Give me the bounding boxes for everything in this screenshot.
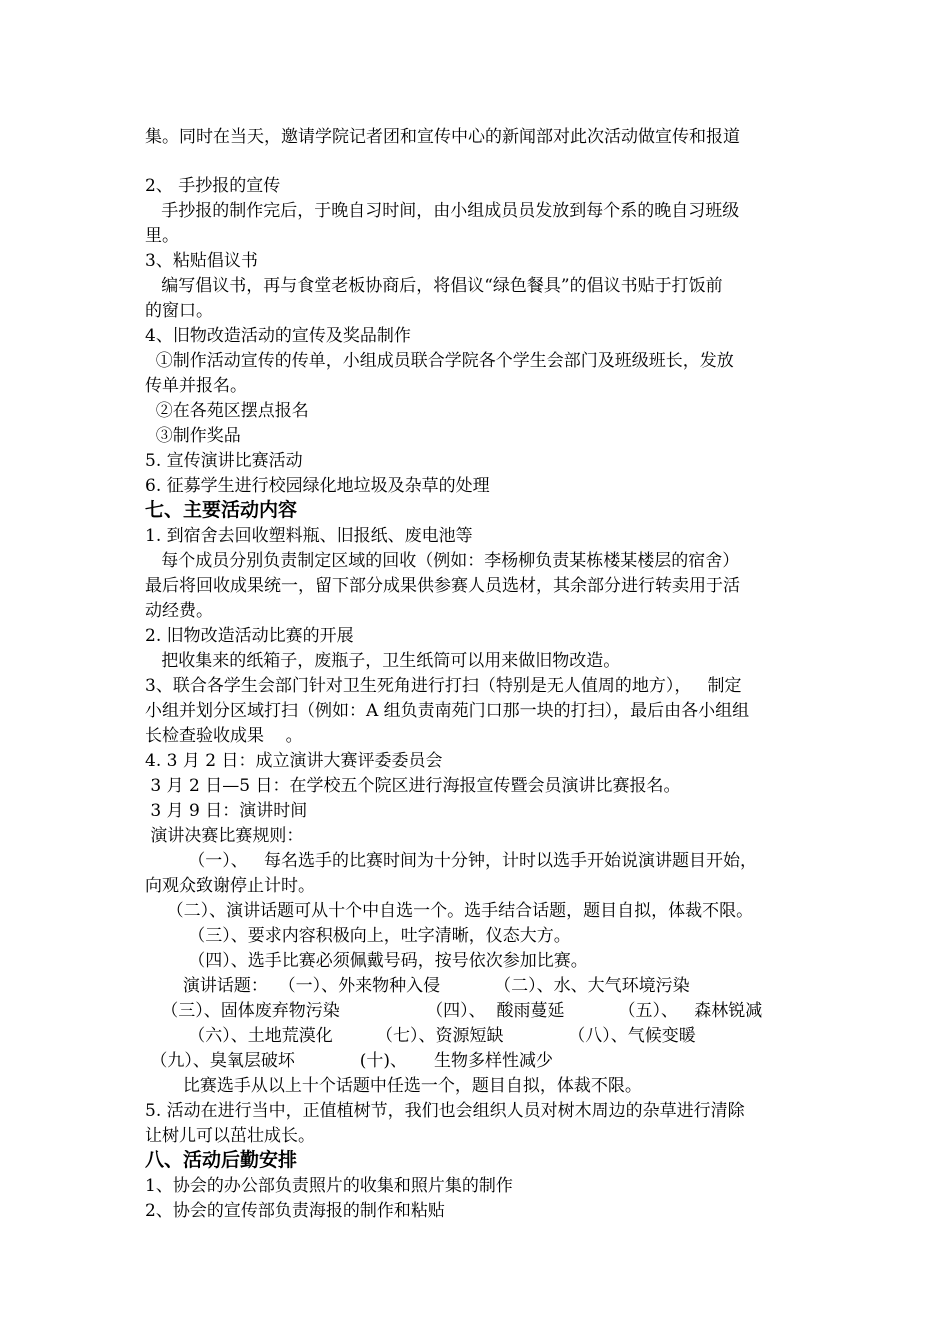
rule-line: （四）、选手比赛必须佩戴号码，按号依次参加比赛。 bbox=[145, 951, 588, 971]
section-heading: 七、主要活动内容 bbox=[145, 499, 298, 521]
list-heading: 4. 3 月 2 日：成立演讲大赛评委委员会 bbox=[145, 751, 443, 771]
text-line: 传单并报名。 bbox=[145, 376, 247, 396]
list-heading: 6. 征募学生进行校园绿化地垃圾及杂草的处理 bbox=[145, 476, 490, 496]
text-line: 动经费。 bbox=[145, 601, 213, 621]
list-heading: 5. 活动在进行当中，正值植树节，我们也会组织人员对树木周边的杂草进行清除 bbox=[145, 1101, 745, 1121]
list-heading: 2、 手抄报的宣传 bbox=[145, 176, 281, 196]
list-heading: 3、粘贴倡议书 bbox=[145, 251, 258, 271]
rule-line: （一）、 每名选手的比赛时间为十分钟，计时以选手开始说演讲题目开始， bbox=[145, 851, 757, 871]
text-line: 小组并划分区域打扫（例如：A 组负责南苑门口那一块的打扫），最后由各小组组 bbox=[145, 701, 750, 721]
section-heading: 八、活动后勤安排 bbox=[145, 1149, 298, 1171]
list-heading: 2. 旧物改造活动比赛的开展 bbox=[145, 626, 354, 646]
text-line: 让树儿可以茁壮成长。 bbox=[145, 1126, 315, 1146]
list-heading: 1. 到宿舍去回收塑料瓶、旧报纸、废电池等 bbox=[145, 526, 473, 546]
rule-line: （二）、演讲话题可从十个中自选一个。选手结合话题，题目自拟，体裁不限。 bbox=[145, 901, 754, 921]
text-line: 集。同时在当天，邀请学院记者团和宣传中心的新闻部对此次活动做宣传和报道 bbox=[145, 127, 740, 147]
list-heading: 3、联合各学生会部门针对卫生死角进行打扫（特别是无人值周的地方）， 制定 bbox=[145, 676, 742, 696]
text-line: 手抄报的制作完后，于晚自习时间，由小组成员员发放到每个系的晚自习班级 bbox=[145, 201, 740, 221]
text-line: 的窗口。 bbox=[145, 301, 213, 321]
text-line: 长检查验收成果 。 bbox=[145, 726, 303, 746]
list-heading: 4、旧物改造活动的宣传及奖品制作 bbox=[145, 326, 411, 346]
text-line: 编写倡议书，再与食堂老板协商后，将倡议“绿色餐具”的倡议书贴于打饭前 bbox=[145, 276, 723, 296]
text-line: ③制作奖品 bbox=[145, 426, 241, 446]
text-line: 把收集来的纸箱子，废瓶子，卫生纸筒可以用来做旧物改造。 bbox=[145, 651, 621, 671]
text-line: 向观众致谢停止计时。 bbox=[145, 876, 315, 896]
topic-line: （三）、固体废弃物污染 （四）、 酸雨蔓延 （五）、 森林锐减 bbox=[145, 1001, 763, 1021]
list-heading: 5. 宣传演讲比赛活动 bbox=[145, 451, 303, 471]
text-line: 每个成员分别负责制定区域的回收（例如：李杨柳负责某栋楼某楼层的宿舍） bbox=[145, 551, 740, 571]
topic-line: （六）、土地荒漠化 （七）、资源短缺 （八）、气候变暖 bbox=[145, 1026, 696, 1046]
text-line: 里。 bbox=[145, 226, 179, 246]
text-line: 演讲决赛比赛规则： bbox=[145, 826, 304, 846]
text-line: 最后将回收成果统一，留下部分成果供参赛人员选材，其余部分进行转卖用于活 bbox=[145, 576, 740, 596]
list-heading: 2、协会的宣传部负责海报的制作和粘贴 bbox=[145, 1201, 445, 1221]
rule-line: （三）、要求内容积极向上，吐字清晰，仪态大方。 bbox=[145, 926, 571, 946]
text-line: 比赛选手从以上十个话题中任选一个，题目自拟，体裁不限。 bbox=[145, 1076, 642, 1096]
text-line: 3 月 2 日—5 日：在学校五个院区进行海报宣传暨会员演讲比赛报名。 bbox=[145, 776, 681, 796]
text-line: ①制作活动宣传的传单，小组成员联合学院各个学生会部门及班级班长，发放 bbox=[145, 351, 734, 371]
text-line: ②在各苑区摆点报名 bbox=[145, 401, 309, 421]
topic-line: 演讲话题： （一）、外来物种入侵 （二）、水、大气环境污染 bbox=[145, 976, 690, 996]
text-line: 3 月 9 日：演讲时间 bbox=[145, 801, 308, 821]
list-heading: 1、协会的办公部负责照片的收集和照片集的制作 bbox=[145, 1176, 513, 1196]
topic-line: （九）、臭氧层破坏 (十)、 生物多样性减少 bbox=[145, 1051, 554, 1071]
